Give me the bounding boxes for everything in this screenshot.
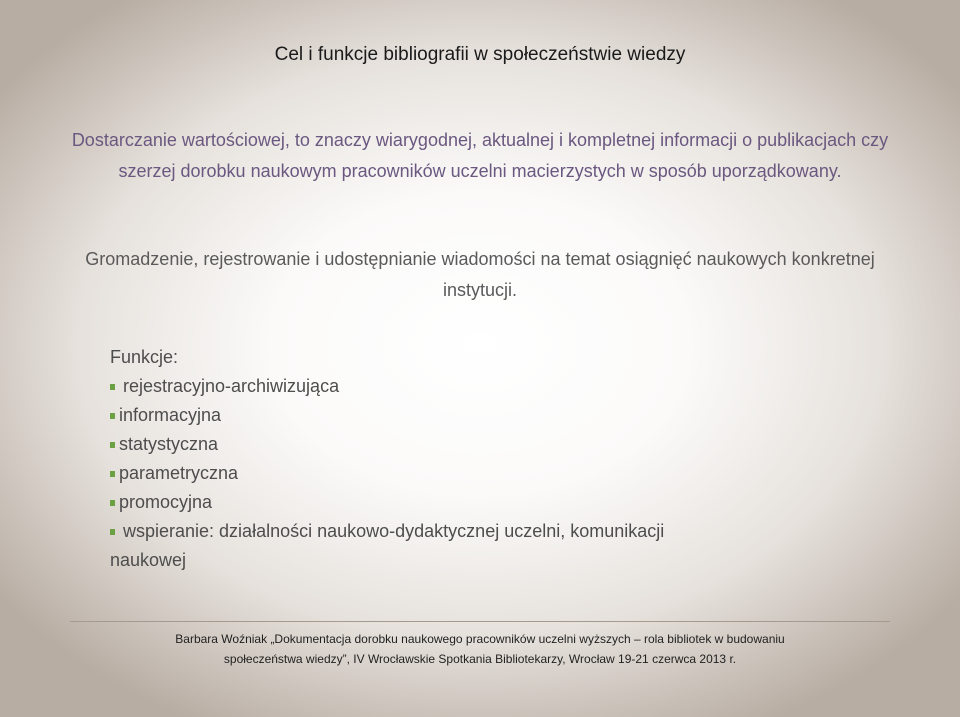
list-item <box>110 372 890 401</box>
footer-line-1: Barbara Woźniak „Dokumentacja dorobku naukowego pracowników uczelni wyższych – rola bibliotek w budowaniu <box>175 632 785 646</box>
footer-citation <box>40 629 920 669</box>
purpose-paragraph: Dostarczanie wartościowej, to znaczy wiarygodnej, aktualnej i kompletnej informacji o publikacjach czy szerzej dorobku naukowym pracowników uczelni macierzystych w sposób uporządkowany. <box>71 130 889 181</box>
square-bullet-icon <box>110 413 115 419</box>
list-item-label: rejestracyjno-archiwizująca <box>123 376 340 396</box>
list-item <box>110 517 890 546</box>
list-item-label: wspieranie: działalności naukowo-dydaktycznej uczelni, komunikacji <box>123 521 665 541</box>
functions-list <box>110 372 890 546</box>
square-bullet-icon <box>110 529 115 535</box>
square-bullet-icon <box>110 442 115 448</box>
list-item-label: parametryczna <box>119 463 239 483</box>
list-item <box>110 401 890 430</box>
slide-title: Cel i funkcje bibliografii w społeczeństwie wiedzy <box>274 44 686 65</box>
collection-paragraph: Gromadzenie, rejestrowanie i udostępnianie wiadomości na temat osiągnięć naukowych konkretnej instytucji. <box>85 249 875 300</box>
square-bullet-icon <box>110 471 115 477</box>
list-item <box>110 488 890 517</box>
footer-divider <box>70 621 890 622</box>
square-bullet-icon <box>110 500 115 506</box>
list-item-label: informacyjna <box>119 405 222 425</box>
square-bullet-icon <box>110 384 115 390</box>
functions-heading: Funkcje: <box>110 347 179 367</box>
list-item-continuation: naukowej <box>110 550 187 570</box>
list-item-label: promocyjna <box>119 492 213 512</box>
list-item-label: statystyczna <box>119 434 219 454</box>
footer-line-2: społeczeństwa wiedzy”, IV Wrocławskie Spotkania Bibliotekarzy, Wrocław 19-21 czerwca 2013 r. <box>223 652 737 666</box>
functions-section <box>110 343 890 575</box>
list-item <box>110 430 890 459</box>
list-item <box>110 459 890 488</box>
